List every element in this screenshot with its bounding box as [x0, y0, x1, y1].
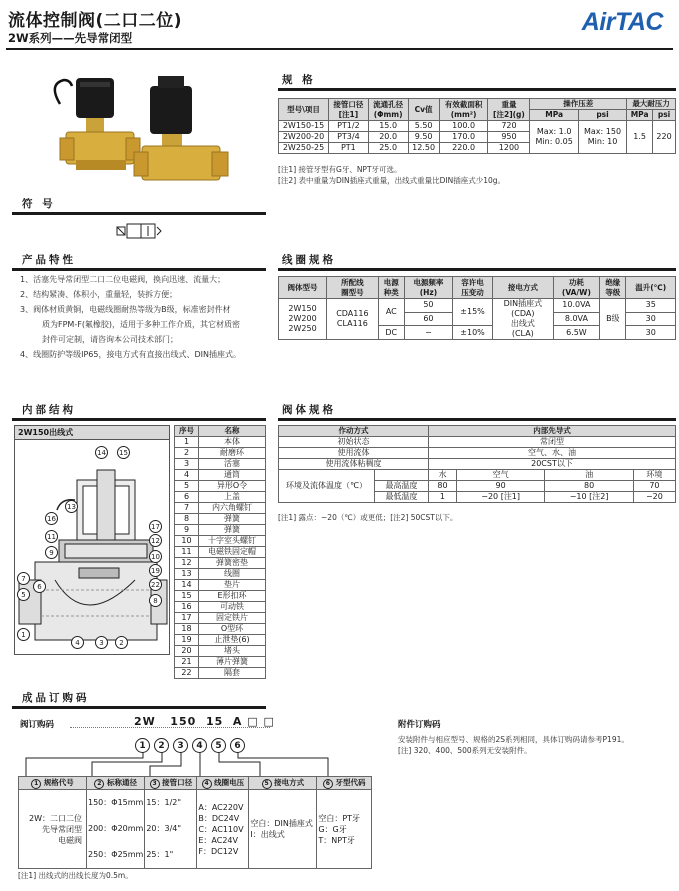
coil-header-consumption: 功耗 — [568, 277, 584, 287]
spec-header-op-pressure: 操作压差 — [530, 99, 627, 110]
spec-header-area: 有效截面积 — [444, 99, 483, 109]
max-mpa: 1.5 — [627, 121, 653, 154]
spec-header-area-unit: (mm²) — [450, 109, 477, 119]
feature-item: 质为FPM-F(氟橡胶)，适用于多种工作介质，其它材质密 — [42, 320, 241, 329]
coil-type: CDA116 — [336, 309, 369, 318]
spec-cell: 15.0 — [368, 121, 408, 132]
coil-header-consumption-2: (VA/W) — [561, 287, 591, 297]
coil-header-insul-2: 等级 — [605, 287, 621, 297]
valve-temp-label: 环境及流体温度（℃） — [279, 470, 375, 503]
page-title: 流体控制阀(二口二位) — [8, 11, 183, 31]
page-subtitle: 2W系列——先导常闭型 — [8, 31, 133, 45]
callout: 13 — [65, 500, 78, 513]
accessory-title: 附件订购码 — [398, 720, 441, 730]
spec-cell: PT3/4 — [329, 132, 369, 143]
spec-cell: 9.50 — [408, 132, 439, 143]
spec-header-orifice-unit: (Φmm) — [373, 109, 403, 119]
coil-temp: 30 — [626, 326, 676, 340]
callout: 3 — [95, 636, 108, 649]
section-structure-rule — [12, 418, 266, 421]
parts-header-name: 名称 — [199, 426, 266, 437]
spec-cell: 2W250-25 — [279, 143, 329, 154]
parts-table: 序号 名称 1 本体 2 耐磨环 3 活塞 4 通筒 5 异形O令 6 上盖 7 内六角螺钉 8 弹簧 9 弹簧 10 十字室头螺钉 11 电磁铁固定帽 12 弹簧密垫 13 线圈 14 垫片 15 E形扣环 16 可动铁 17 固定铁片 18 O型环 19 止泄垫(6) 20 堵头 21 薄片弹簧 22 隔套 — [174, 425, 266, 679]
valve-header-pilot: 内部先导式 — [429, 426, 676, 437]
section-order-title: 成品订购码 — [22, 692, 90, 704]
spec-cell: PT1/2 — [329, 121, 369, 132]
spec-cell: 950 — [488, 132, 530, 143]
coil-header-power-2: 种类 — [383, 287, 399, 297]
order-circles: 1 2 3 4 5 6 — [135, 738, 245, 753]
feature-item: 1、活塞先导常闭型二口二位电磁阀，换向迅速、流量大； — [20, 275, 226, 284]
coil-dc: DC — [378, 326, 404, 340]
features-list — [20, 272, 275, 362]
accessory-line: 安装附件与相应型号、规格的2S系列相同，具体订购码请参考P191。 — [398, 735, 629, 744]
brand-logo: AirTAC — [581, 8, 663, 36]
section-spec-title: 规 格 — [282, 74, 316, 86]
callout: 4 — [71, 636, 84, 649]
coil-header-conn: 接电方式 — [493, 277, 554, 299]
spec-header-op-psi: psi — [578, 110, 626, 121]
section-coil-rule — [278, 268, 676, 271]
callout: 6 — [33, 580, 46, 593]
callout: 2 — [115, 636, 128, 649]
spec-header-weight-unit: [注2](g) — [493, 109, 525, 119]
feature-item: 4、线圈防护等级IP65，接电方式有直接出线式、DIN插座式。 — [20, 350, 241, 359]
section-valve-spec-title: 阀体规格 — [282, 404, 336, 416]
accessory-line: [注] 320、400、500系列无安装附件。 — [398, 746, 532, 755]
spec-cell: 100.0 — [439, 121, 488, 132]
coil-model: 2W200 — [288, 314, 317, 323]
spec-cell: 220.0 — [439, 143, 488, 154]
spec-note-2: [注2] 表中重量为DIN插座式重量，出线式重量比DIN插座式少10g。 — [278, 176, 506, 185]
spec-table — [278, 98, 676, 154]
order-label: 阀订购码 — [20, 720, 55, 730]
spec-header-model: 型号\项目 — [279, 99, 329, 121]
section-features-rule — [12, 268, 266, 271]
callout: 9 — [45, 546, 58, 559]
coil-conn: DIN插座式 — [503, 299, 543, 308]
order-note: [注1] 出线式的出线长度为0.5m。 — [18, 871, 133, 880]
spec-header-op-mpa: MPa — [530, 110, 578, 121]
spec-cell: PT1 — [329, 143, 369, 154]
feature-item: 3、阀体材质黄铜，电磁线圈耐热等级为B级，标准密封件材 — [20, 305, 231, 314]
section-spec-rule — [278, 88, 676, 91]
spec-cell: 1200 — [488, 143, 530, 154]
op-psi-max: Max: 150 — [584, 127, 622, 136]
spec-header-cv: Cv值 — [408, 99, 439, 121]
coil-freq: 50 — [404, 299, 452, 313]
coil-power: 10.0VA — [553, 299, 600, 313]
coil-header-insul: 绝缘 — [605, 277, 621, 287]
coil-freq: 60 — [404, 312, 452, 326]
valve-note: [注1] 露点：−20（℃）或更低；[注2] 50CST以下。 — [278, 513, 458, 522]
spec-cell: 20.0 — [368, 132, 408, 143]
spec-cell: 5.50 — [408, 121, 439, 132]
op-psi-min: Min: 10 — [587, 137, 618, 146]
callout: 1 — [17, 628, 30, 641]
order-connector-lines — [20, 752, 375, 776]
section-structure-title: 内部结构 — [22, 404, 76, 416]
coil-temp: 35 — [626, 299, 676, 313]
section-symbol-rule — [12, 212, 266, 215]
coil-tol-dc: ±10% — [453, 326, 493, 340]
spec-header-max-psi: psi — [653, 110, 676, 121]
spec-cell: 720 — [488, 121, 530, 132]
coil-insulation: B级 — [600, 299, 626, 340]
coil-header-tol-2: 压变动 — [461, 287, 484, 297]
coil-conn: (CLA) — [511, 329, 534, 338]
callout: 8 — [149, 594, 162, 607]
spec-cell: 2W200-20 — [279, 132, 329, 143]
spec-header-orifice: 流通孔径 — [373, 99, 404, 109]
coil-header-tol: 容许电 — [461, 277, 484, 287]
parts-header-no: 序号 — [175, 426, 199, 437]
product-photo — [40, 72, 290, 192]
coil-table — [278, 276, 676, 340]
callout: 14 — [95, 446, 108, 459]
spec-notes — [278, 164, 505, 186]
coil-freq: − — [404, 326, 452, 340]
coil-temp: 30 — [626, 312, 676, 326]
op-mpa-max: Max: 1.0 — [536, 127, 572, 136]
spec-note-1: [注1] 接管牙型有G牙、NPT牙可选。 — [278, 165, 402, 174]
section-valve-spec-rule — [278, 418, 676, 421]
max-psi: 220 — [653, 121, 676, 154]
structure-drawing — [14, 425, 170, 655]
callout: 12 — [149, 534, 162, 547]
coil-header-freq-2: (Hz) — [419, 287, 438, 297]
callout: 19 — [149, 564, 162, 577]
spec-cell: 2W150-15 — [279, 121, 329, 132]
spec-cell: 170.0 — [439, 132, 488, 143]
coil-power: 6.5W — [553, 326, 600, 340]
section-order-rule — [12, 706, 266, 709]
valve-spec-table: 作动方式 内部先导式 初始状态 常闭型 使用流体 空气、水、油 使用流体粘稠度 20CST以下 环境及流体温度（℃） 水 空气 油 环境 最高温度 80 90 80 70 最低温度 1 −20 [注1] −10 [注2] −20 — [278, 425, 676, 503]
section-features-title: 产品特性 — [22, 254, 76, 266]
coil-header-freq: 电源频率 — [413, 277, 444, 287]
coil-conn: (CDA) — [511, 309, 535, 318]
coil-conn: 出线式 — [510, 319, 535, 328]
feature-item: 2、结构紧凑、体积小，重量轻，装拆方便； — [20, 290, 178, 299]
coil-type: CLA116 — [336, 319, 368, 328]
callout: 15 — [117, 446, 130, 459]
valve-header-actuation: 作动方式 — [279, 426, 429, 437]
accessory-text — [398, 734, 673, 756]
callout: 17 — [149, 520, 162, 533]
valve-symbol-icon — [115, 222, 165, 242]
callout: 7 — [17, 572, 30, 585]
coil-ac: AC — [378, 299, 404, 326]
coil-model: 2W250 — [288, 324, 317, 333]
spec-header-max-pressure: 最大耐压力 — [627, 99, 676, 110]
coil-tol-ac: ±15% — [453, 299, 493, 326]
callout: 11 — [45, 530, 58, 543]
callout: 22 — [149, 578, 162, 591]
callout: 10 — [149, 550, 162, 563]
section-symbol-title: 符 号 — [22, 198, 56, 210]
section-coil-title: 线圈规格 — [282, 254, 336, 266]
coil-header-temp: 温升(℃) — [626, 277, 676, 299]
spec-header-max-mpa: MPa — [627, 110, 653, 121]
spec-header-port-note: [注1] — [338, 109, 359, 119]
op-mpa-min: Min: 0.05 — [535, 137, 573, 146]
header-rule — [6, 48, 673, 50]
coil-header-coil-2: 圈型号 — [341, 287, 364, 297]
coil-power: 8.0VA — [553, 312, 600, 326]
order-code: 2W 150 15 A □ □ — [134, 715, 275, 728]
coil-header-model: 阀体型号 — [279, 277, 327, 299]
structure-label: 2W150出线式 — [15, 426, 169, 440]
coil-header-power: 电源 — [383, 277, 399, 287]
feature-item: 封件可定制，请咨询本公司技术部门； — [42, 335, 178, 344]
spec-row-1 — [279, 121, 676, 132]
spec-header-weight: 重量 — [501, 99, 517, 109]
callout: 5 — [17, 588, 30, 601]
callout: 16 — [45, 512, 58, 525]
coil-model: 2W150 — [288, 304, 317, 313]
coil-header-coil: 所配线 — [341, 277, 364, 287]
spec-cell: 25.0 — [368, 143, 408, 154]
order-table: 1 规格代号 2 标称通径 3 接管口径 4 线圈电压 5 接电方式 6 牙型代码 2W：二口二位 先导常闭型 电磁阀 150：Φ15mm 200：Φ20mm 250：Φ25mm 15：1/2" 20：3/4" 25：1" A：AC220V B：DC24V C：AC110V E：AC24V F：DC12V 空白：DIN插座式 I：出线式 空白：PT牙 G：G牙 T：NPT牙 — [18, 776, 372, 869]
spec-cell: 12.50 — [408, 143, 439, 154]
spec-header-port: 接管口径 — [333, 99, 364, 109]
